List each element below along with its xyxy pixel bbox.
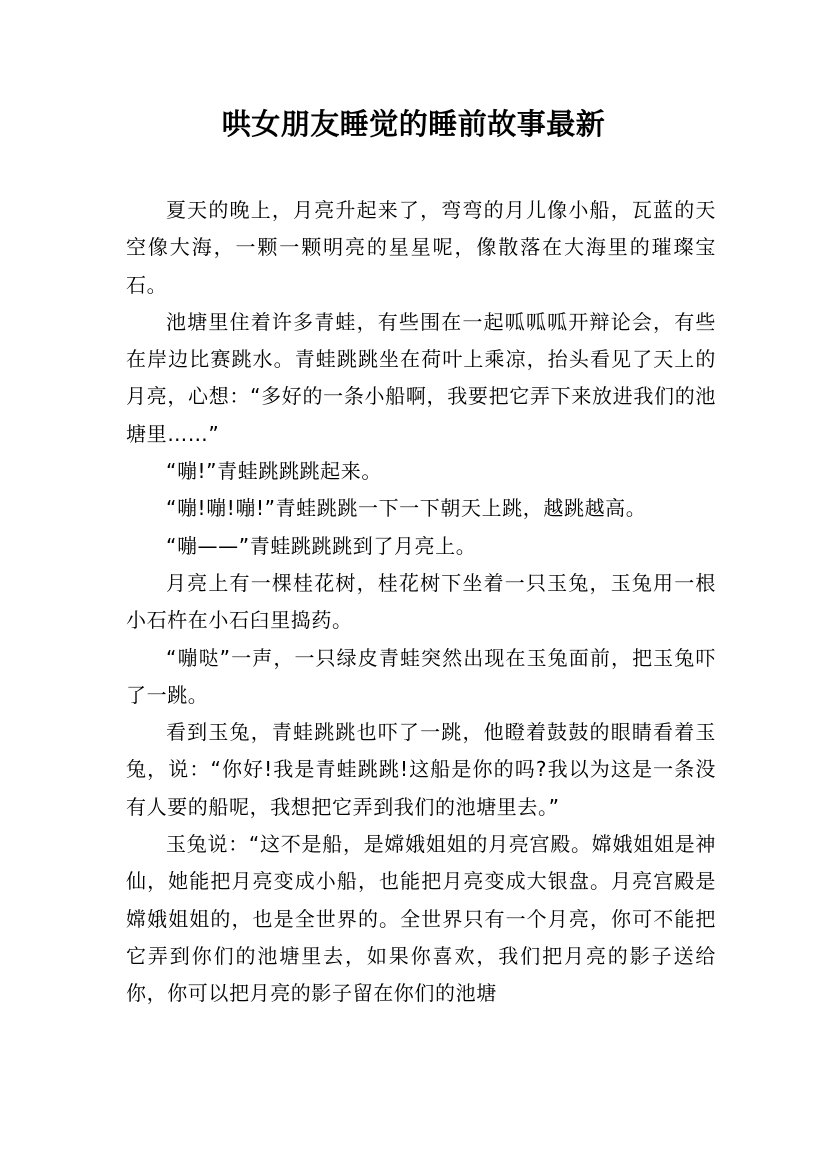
- paragraph-7: “嘣哒”一声，一只绿皮青蛙突然出现在玉兔面前，把玉兔吓了一跳。: [126, 645, 716, 707]
- paragraph-6: 月亮上有一棵桂花树，桂花树下坐着一只玉兔，玉兔用一根小石杵在小石臼里捣药。: [126, 570, 716, 633]
- paragraph-5: “嘣——”青蛙跳跳跳到了月亮上。: [166, 533, 477, 558]
- paragraph-9: 玉兔说：“这不是船，是嫦娥姐姐的月亮宫殿。嫦娥姐姐是神仙，她能把月亮变成小船，也能把月亮变成大银盘。月亮宫殿是嫦娥姐姐的，也是全世界的。全世界只有一个月亮，你可不能把它弄到你们的池塘里去，如果你喜欢，我们把月亮的影子送给你，你可以把月亮的影子留在你们的池塘: [126, 832, 716, 1006]
- paragraph-2: 池塘里住着许多青蛙，有些围在一起呱呱呱开辩论会，有些在岸边比赛跳水。青蛙跳跳坐在荷叶上乘凉，抬头看见了天上的月亮，心想：“多好的一条小船啊，我要把它弄下来放进我们的池塘里……”: [126, 309, 716, 446]
- paragraph-4: “嘣!嘣!嘣!”青蛙跳跳一下一下朝天上跳，越跳越高。: [166, 496, 647, 521]
- story-body: [126, 192, 716, 1013]
- paragraph-8: 看到玉兔，青蛙跳跳也吓了一跳，他瞪着鼓鼓的眼睛看着玉兔，说：“你好!我是青蛙跳跳!这船是你的吗?我以为这是一条没有人要的船呢，我想把它弄到我们的池塘里去。”: [126, 720, 716, 819]
- paragraph-3: “嘣!”青蛙跳跳跳起来。: [166, 459, 382, 484]
- paragraph-1: 夏天的晚上，月亮升起来了，弯弯的月儿像小船，瓦蓝的天空像大海，一颗一颗明亮的星星呢，像散落在大海里的璀璨宝石。: [126, 198, 716, 297]
- document-title: 哄女朋友睡觉的睡前故事最新: [221, 107, 606, 141]
